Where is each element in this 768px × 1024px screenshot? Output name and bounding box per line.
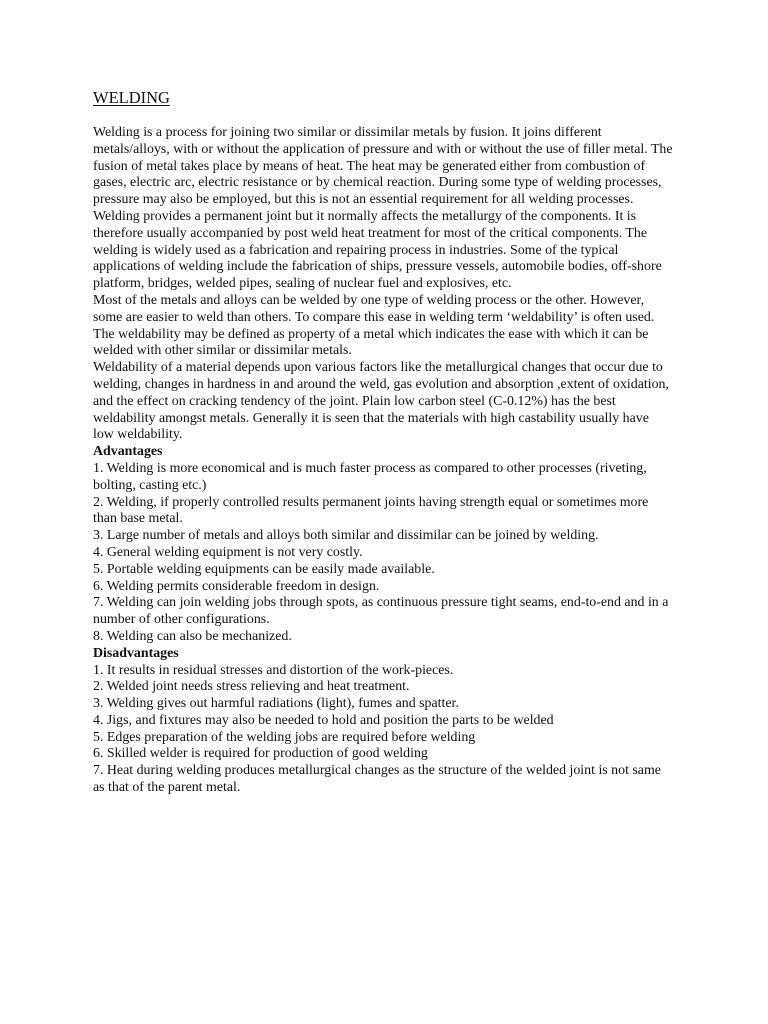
list-item: 5. Edges preparation of the welding jobs are required before welding [93, 729, 476, 745]
list-item: 2. Welding, if properly controlled results permanent joints having strength equal or sometimes more than base metal. [93, 494, 649, 527]
list-item: 5. Portable welding equipments can be easily made available. [93, 561, 435, 577]
list-item: 8. Welding can also be mechanized. [93, 628, 292, 644]
advantages-heading: Advantages [93, 444, 163, 460]
intro-paragraph: Welding is a process for joining two similar or dissimilar metals by fusion. It joins different metals/alloys, with or without the application of pressure and with or without the use of filler metal. The fusion of metal takes place by means of heat. The heat may be generated either from combustion of gases, electric arc, electric resistance or by chemical reaction. During some type of welding processes, pressure may also be employed, but this is not an essential requirement for all welding processes. Welding provides a permanent joint but it normally affects the metallurgy of the components. It is therefore usually accompanied by post weld heat treatment for most of the critical components. The welding is widely used as a fabrication and repairing process in industries. Some of the typical applications of welding include the fabrication of ships, pressure vessels, automobile bodies, off-shore platform, bridges, welded pipes, sealing of nuclear fuel and explosives, etc. [93, 125, 673, 292]
list-item: 4. Jigs, and fixtures may also be needed to hold and position the parts to be welded [93, 712, 554, 728]
list-item: 6. Welding permits considerable freedom in design. [93, 578, 380, 594]
list-item: 3. Welding gives out harmful radiations (light), fumes and spatter. [93, 696, 459, 712]
weldability-paragraph: Most of the metals and alloys can be welded by one type of welding process or the other. However, some are easier to weld than others. To compare this ease in welding term ‘weldability’ is often used. The weldability may be defined as property of a metal which indicates the ease with which it can be welded with other similar or dissimilar metals. [93, 292, 655, 359]
list-item: 3. Large number of metals and alloys both similar and dissimilar can be joined by welding. [93, 528, 599, 544]
list-item: 7. Heat during welding produces metallurgical changes as the structure of the welded joint is not same as that of the parent metal. [93, 763, 661, 796]
disadvantages-list [93, 663, 673, 797]
list-item: 2. Welded joint needs stress relieving and heat treatment. [93, 679, 410, 695]
disadvantages-heading: Disadvantages [93, 645, 179, 661]
advantages-list [93, 461, 673, 646]
list-item: 6. Skilled welder is required for production of good welding [93, 746, 428, 762]
list-item: 1. Welding is more economical and is much faster process as compared to other processes (riveting, bolting, casting etc.) [93, 460, 647, 493]
list-item: 1. It results in residual stresses and distortion of the work-pieces. [93, 662, 454, 678]
document-page [93, 88, 673, 797]
list-item: 7. Welding can join welding jobs through spots, as continuous pressure tight seams, end-to-end and in a number of other configurations. [93, 595, 669, 628]
factors-paragraph: Weldability of a material depends upon various factors like the metallurgical changes that occur due to welding, changes in hardness in and around the weld, gas evolution and absorption ,extent of oxidation, and the effect on cracking tendency of the joint. Plain low carbon steel (C-0.12%) has the best weldability amongst metals. Generally it is seen that the materials with high castability usually have low weldability. [93, 360, 669, 443]
document-title: WELDING [93, 88, 170, 107]
list-item: 4. General welding equipment is not very costly. [93, 544, 363, 560]
